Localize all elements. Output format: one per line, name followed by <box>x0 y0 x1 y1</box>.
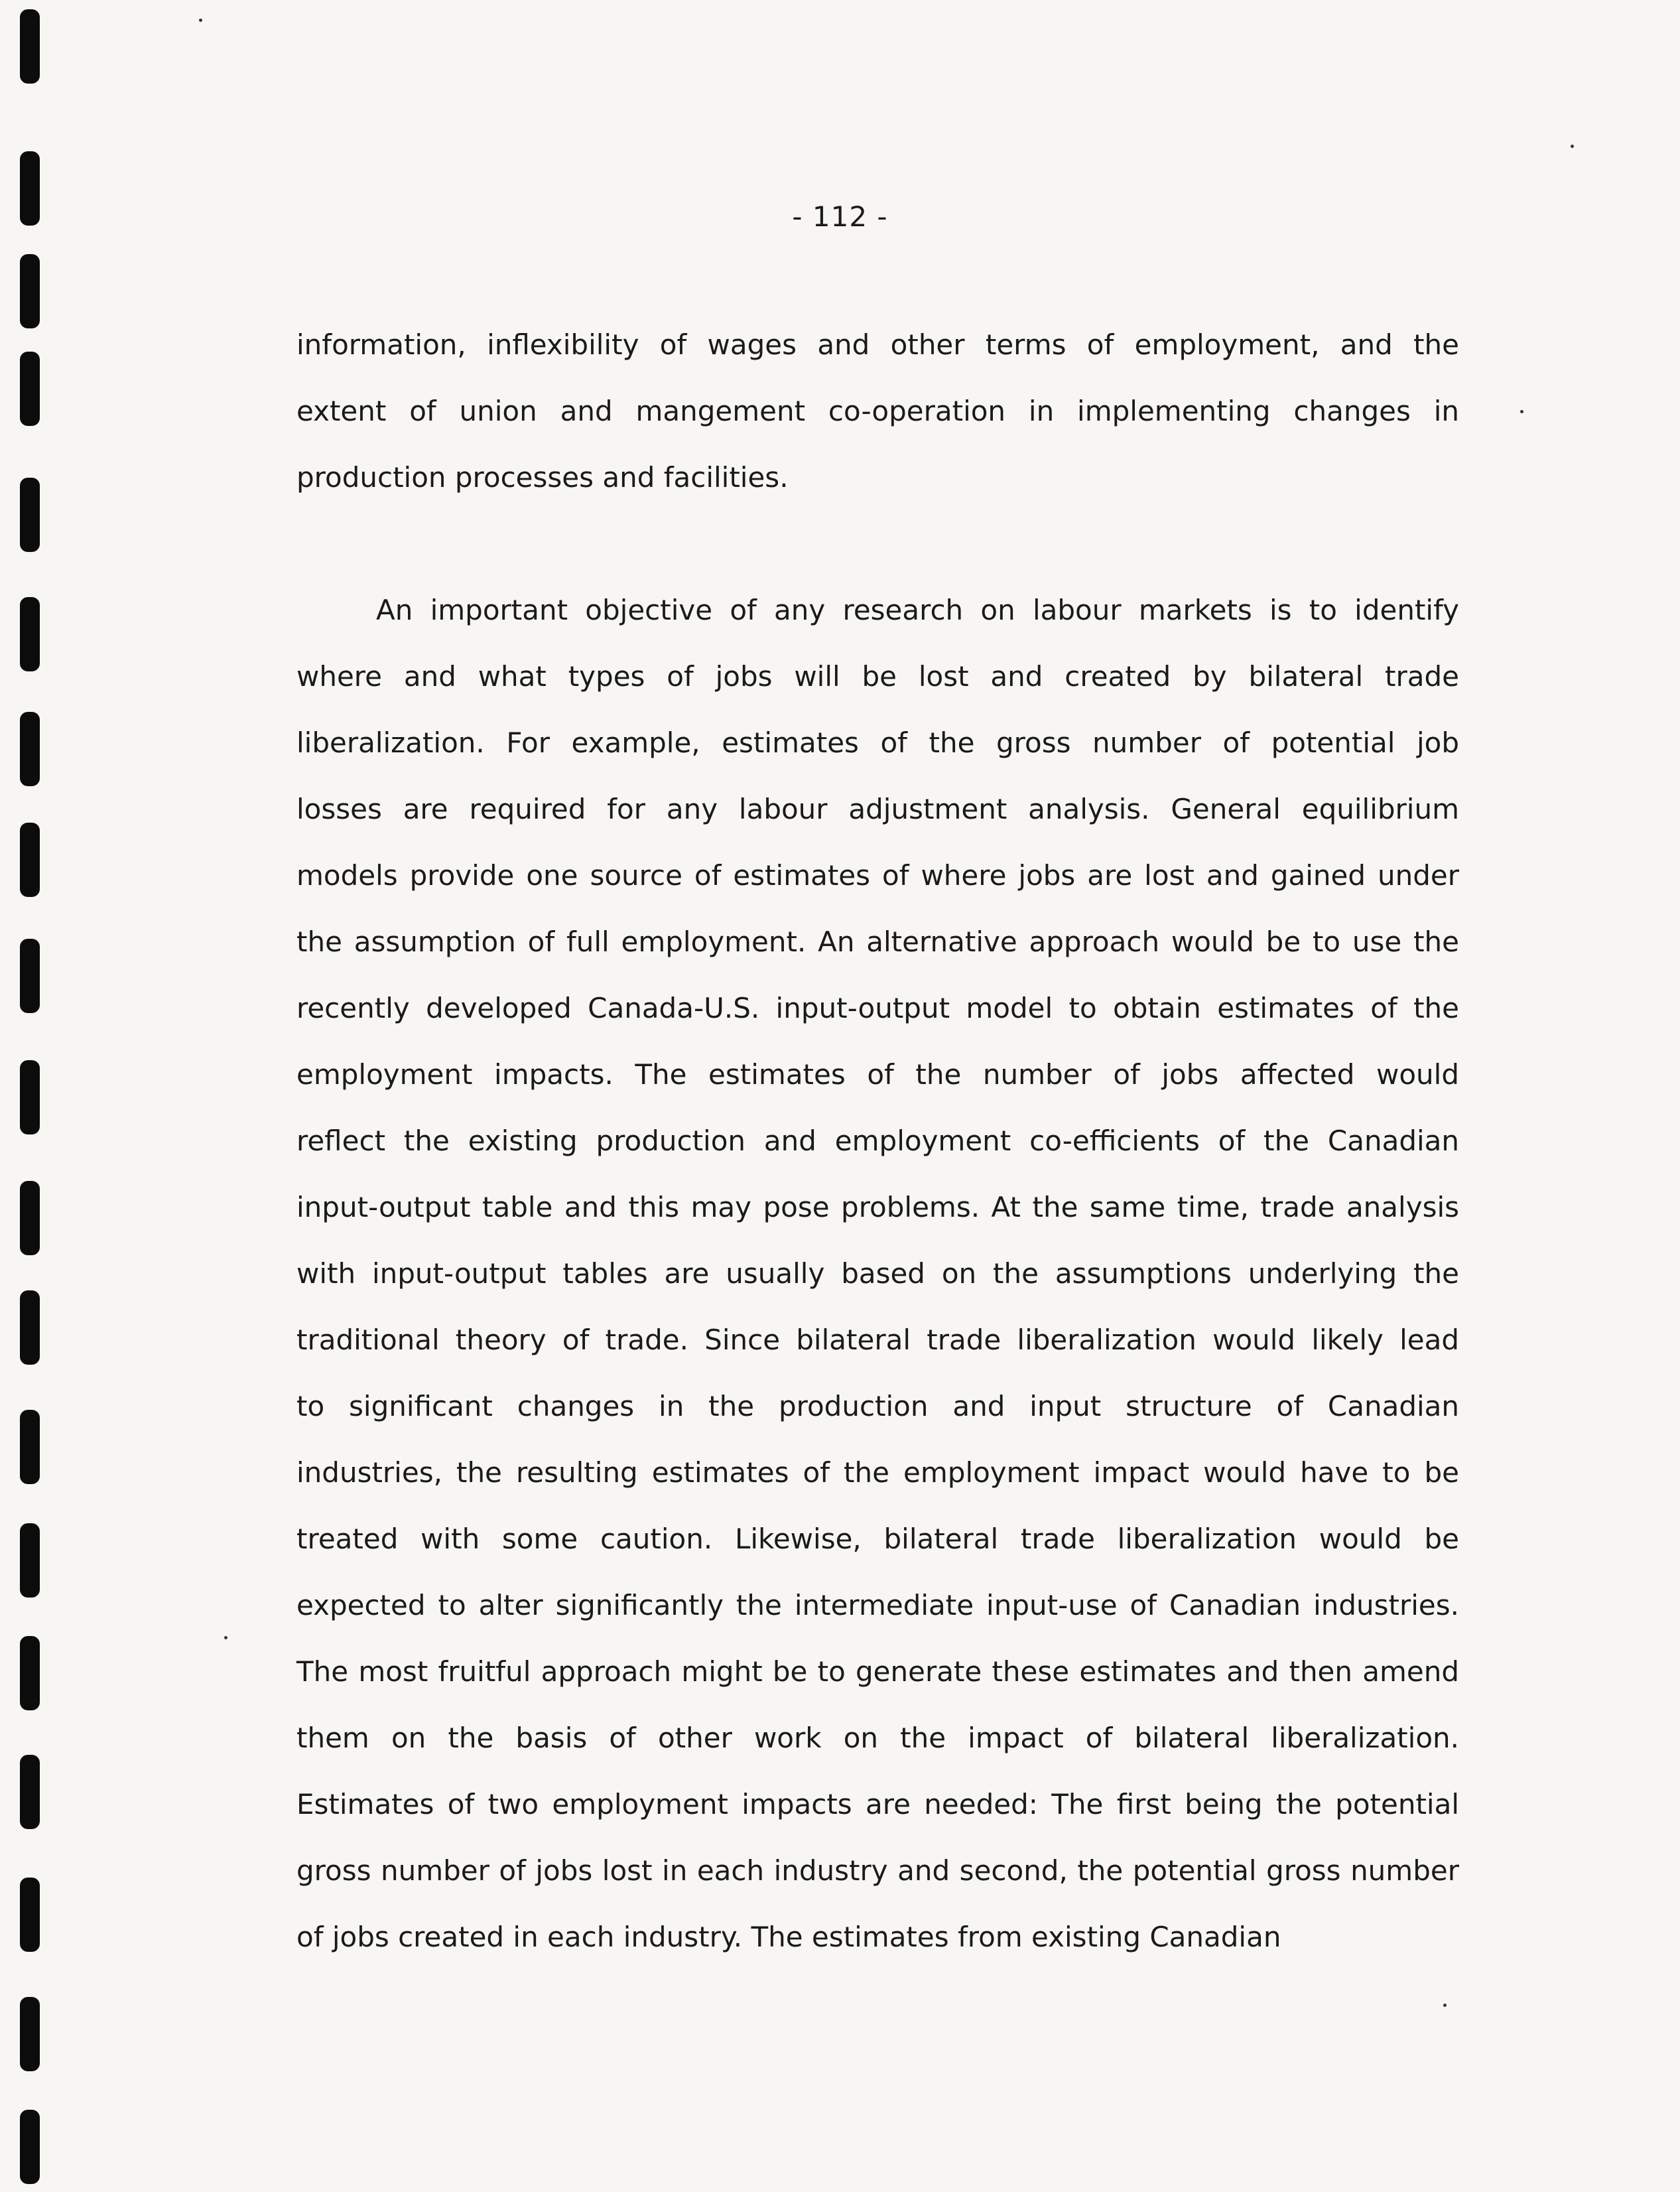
binding-hole <box>20 1878 40 1952</box>
binding-hole <box>20 823 40 897</box>
text-line: Estimates of two employment impacts are needed: The first being the potential <box>296 1788 1459 1820</box>
text-line: expected to alter significantly the intermediate input-use of Canadian industries. <box>296 1589 1459 1621</box>
binding-hole <box>20 352 40 426</box>
binding-hole <box>20 254 40 328</box>
text-line: of jobs created in each industry. The estimates from existing Canadian <box>296 1921 1281 1953</box>
binding-hole <box>20 9 40 84</box>
binding-hole <box>20 2110 40 2184</box>
text-line: them on the basis of other work on the impact of bilateral liberalization. <box>296 1722 1459 1754</box>
binding-hole <box>20 712 40 786</box>
binding-hole <box>20 597 40 671</box>
scan-speck <box>1520 410 1523 413</box>
binding-hole <box>20 1060 40 1134</box>
text-line: to significant changes in the production and input structure of Canadian <box>296 1390 1459 1422</box>
text-line: production processes and facilities. <box>296 461 789 494</box>
text-line: employment impacts. The estimates of the number of jobs affected would <box>296 1058 1459 1091</box>
binding-hole <box>20 1755 40 1829</box>
binding-hole <box>20 939 40 1013</box>
scan-speck <box>199 19 202 22</box>
binding-hole <box>20 1181 40 1255</box>
page-number: - 112 - <box>792 200 888 233</box>
binding-holes <box>13 0 53 2192</box>
scan-speck <box>1443 2004 1447 2007</box>
binding-hole <box>20 1290 40 1365</box>
text-line: extent of union and mangement co-operation in implementing changes in <box>296 395 1459 427</box>
binding-hole <box>20 1523 40 1598</box>
binding-hole <box>20 478 40 552</box>
scan-speck <box>224 1636 227 1639</box>
text-line: input-output table and this may pose problems. At the same time, trade analysis <box>296 1191 1459 1223</box>
text-line: gross number of jobs lost in each industry and second, the potential gross number <box>296 1854 1459 1887</box>
text-line: the assumption of full employment. An alternative approach would be to use the <box>296 925 1459 958</box>
text-line: industries, the resulting estimates of the employment impact would have to be <box>296 1456 1459 1489</box>
binding-hole <box>20 1636 40 1710</box>
text-line: treated with some caution. Likewise, bilateral trade liberalization would be <box>296 1523 1459 1555</box>
text-line: An important objective of any research on labour markets is to identify <box>376 594 1459 626</box>
text-line: liberalization. For example, estimates of the gross number of potential job <box>296 726 1459 759</box>
text-line: with input-output tables are usually based on the assumptions underlying the <box>296 1257 1459 1290</box>
text-line: The most fruitful approach might be to generate these estimates and then amend <box>296 1655 1459 1688</box>
text-line: losses are required for any labour adjustment analysis. General equilibrium <box>296 793 1459 825</box>
text-line: models provide one source of estimates of where jobs are lost and gained under <box>296 859 1459 892</box>
text-line: information, inflexibility of wages and other terms of employment, and the <box>296 328 1459 361</box>
text-line: recently developed Canada-U.S. input-output model to obtain estimates of the <box>296 992 1459 1024</box>
binding-hole <box>20 1410 40 1484</box>
paragraph <box>296 577 1459 1970</box>
text-line: traditional theory of trade. Since bilateral trade liberalization would likely lead <box>296 1324 1459 1356</box>
text-line: where and what types of jobs will be lost and created by bilateral trade <box>296 660 1459 693</box>
paragraph <box>296 312 1459 511</box>
text-line: reflect the existing production and employment co-efficients of the Canadian <box>296 1125 1459 1157</box>
scan-speck <box>1571 145 1574 148</box>
binding-hole <box>20 1997 40 2071</box>
